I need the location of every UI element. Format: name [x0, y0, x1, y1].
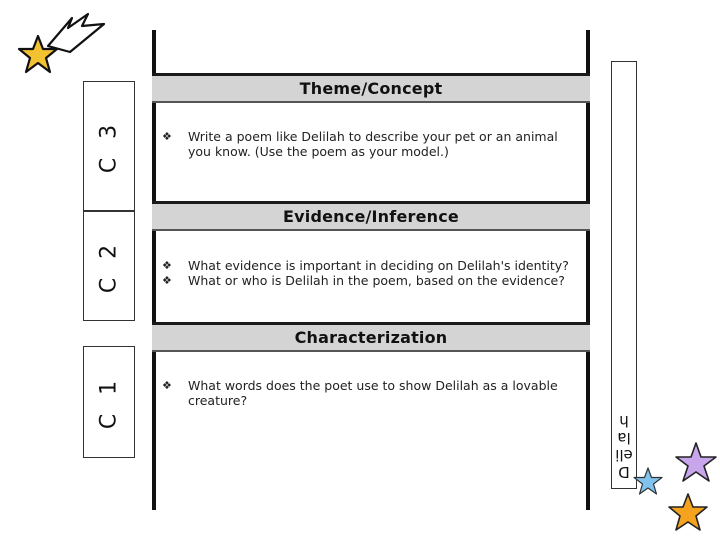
side-title-line: h [619, 412, 629, 430]
shooting-star-icon [10, 6, 110, 88]
orange-star-icon [666, 492, 710, 534]
purple-star-icon [672, 440, 720, 486]
bullet-text: What or who is Delilah in the poem, based on the evidence? [188, 273, 565, 288]
bullet-text: Write a poem like Delilah to describe your pet or an animal you know. (Use the poem as your model.) [188, 129, 558, 159]
bullet-icon: ❖ [162, 274, 172, 287]
section-label-c1 [83, 346, 135, 458]
list-item [162, 258, 582, 273]
section-heading-theme-text: Theme/Concept [299, 79, 443, 98]
section-heading-characterization-text: Characterization [294, 328, 448, 347]
section-label-c3 [83, 81, 135, 211]
bullet-text: What words does the poet use to show Delilah as a lovable creature? [188, 378, 558, 408]
section-label-c1-text: C 1 [96, 374, 122, 430]
section-heading-evidence [152, 201, 590, 231]
section-bullets-theme [162, 129, 582, 159]
blue-star-icon [632, 466, 664, 498]
section-bullets-characterization [162, 378, 582, 408]
section-label-c2-text: C 2 [96, 238, 122, 294]
side-title-line: eli [615, 446, 633, 464]
section-heading-theme [152, 73, 590, 103]
list-item [162, 273, 582, 288]
bullet-text: What evidence is important in deciding on Delilah's identity? [188, 258, 569, 273]
section-label-c3-text: C 3 [96, 118, 122, 174]
list-item [162, 378, 582, 408]
section-label-c2 [83, 211, 135, 321]
side-title-box [611, 61, 637, 489]
bullet-icon: ❖ [162, 130, 172, 143]
side-title-line: D [618, 463, 630, 481]
section-bullets-evidence [162, 258, 582, 288]
bullet-icon: ❖ [162, 379, 172, 392]
side-title-line: la [617, 429, 631, 447]
section-heading-evidence-text: Evidence/Inference [283, 207, 459, 226]
section-heading-characterization [152, 322, 590, 352]
list-item [162, 129, 582, 159]
bullet-icon: ❖ [162, 259, 172, 272]
